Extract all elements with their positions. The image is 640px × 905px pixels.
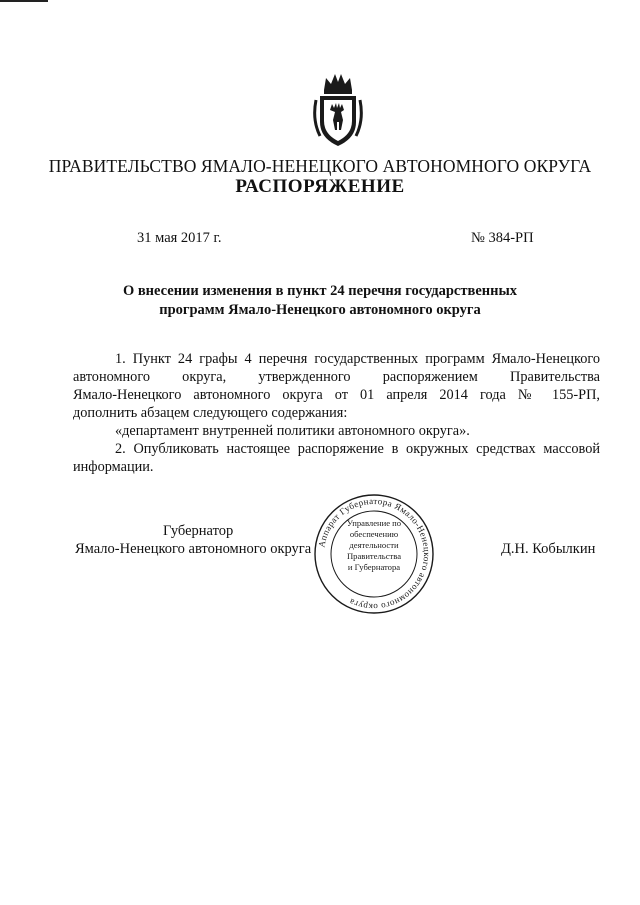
document-type: РАСПОРЯЖЕНИЕ [235,176,405,197]
stamp-inner-line-1: Управление по [346,518,402,528]
stamp-inner-line-4: Правительства [346,551,402,561]
subject-line-2: программ Ямало-Ненецкого автономного округа [159,302,481,318]
paragraph-1-line-4: дополнить абзацем следующего содержания: [73,405,348,421]
quote-line: «департамент внутренней политики автономного округа». [115,423,470,439]
paragraph-2-line-2: информации. [73,459,154,475]
paragraph-1-line-3: Ямало-Ненецкого автономного округа от 01 апреля 2014 года № 155-РП, [73,387,600,403]
paragraph-2-line-1: 2. Опубликовать настоящее распоряжение в окружных средствах массовой [115,441,600,457]
signatory-title-line-1: Губернатор [163,523,234,539]
signatory-name: Д.Н. Кобылкин [501,541,596,557]
top-rule [0,0,48,2]
stamp-inner-line-5: и Губернатора [347,562,401,572]
paragraph-1-line-1: 1. Пункт 24 графы 4 перечня государственных программ Ямало-Ненецкого [115,351,600,367]
signatory-title-line-2: Ямало-Ненецкого автономного округа [75,541,312,557]
document-body [73,350,600,476]
coat-of-arms-icon [310,70,366,150]
document-date: 31 мая 2017 г. [137,230,222,246]
stamp-inner-text [337,518,411,573]
document-subject [60,282,580,320]
stamp-ring-text: Аппарат Губернатора Ямало-Ненецкого автономного округа [316,495,433,613]
organization-title: ПРАВИТЕЛЬСТВО ЯМАЛО-НЕНЕЦКОГО АВТОНОМНОГО ОКРУГА [48,156,592,176]
stamp-inner-line-3: деятельности [349,540,399,550]
paragraph-1-line-2: автономного округа, утвержденного распоряжением Правительства [73,369,600,385]
document-number: № 384-РП [471,230,534,246]
subject-line-1: О внесении изменения в пункт 24 перечня государственных [122,283,518,299]
stamp-inner-line-2: обеспечению [349,529,399,539]
